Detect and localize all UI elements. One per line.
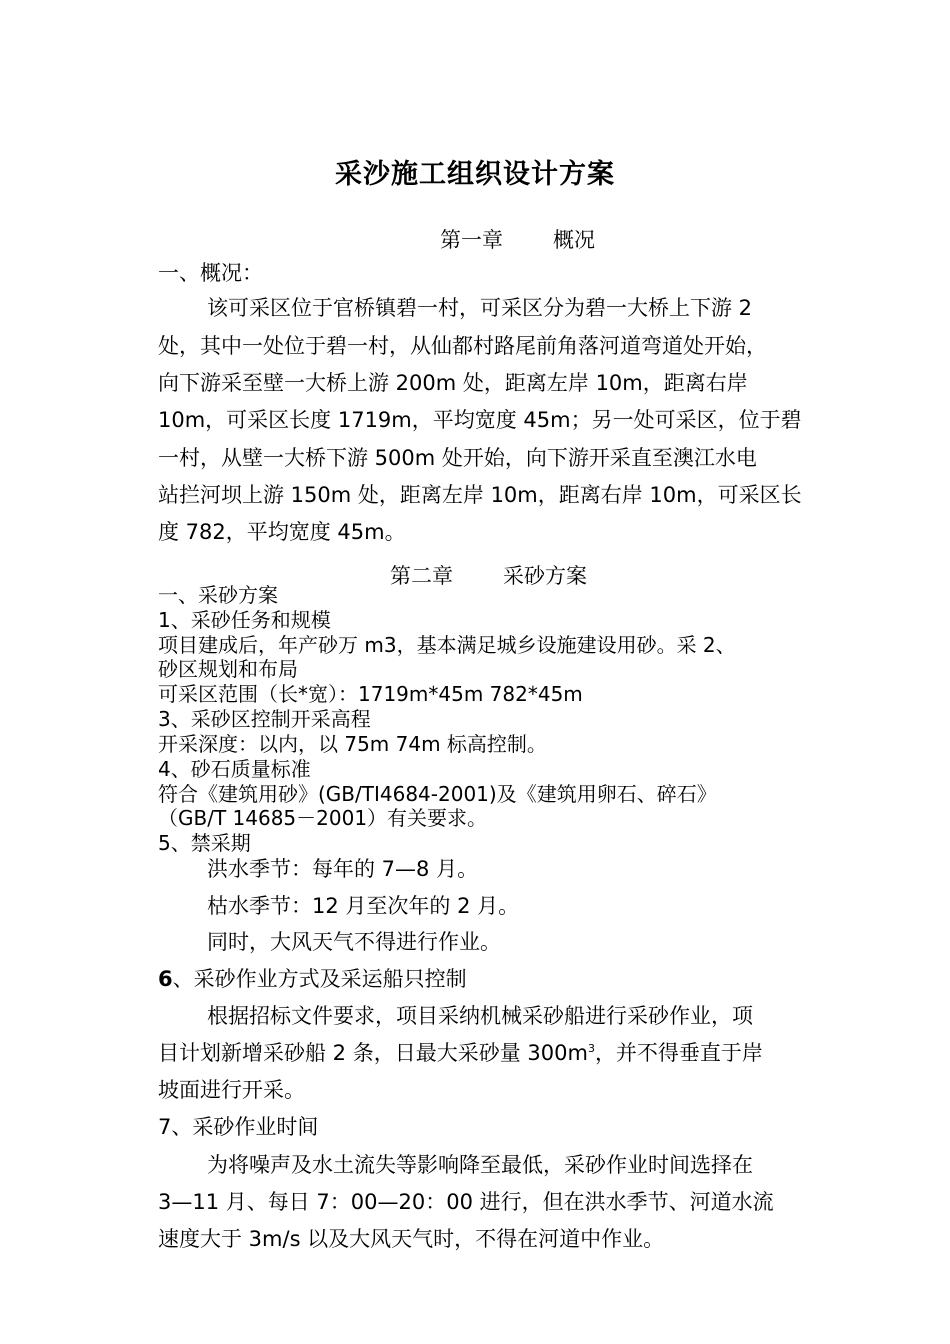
para6-line-2-text: 目计划新增采砂船 2 条，日最大采砂量 300m [158,1041,588,1065]
section-6-heading [158,969,467,990]
section-1-heading: 一、概况： [158,261,263,285]
chapter-1-name: 概况 [553,228,595,252]
para1-line: 10m，可采区长度 1719m，平均宽度 45m；另一处可采区，位于碧 [158,408,802,432]
section-7-heading: 7、采砂作业时间 [158,1115,319,1139]
chapter2-line: 一、采砂方案 [158,583,278,607]
chapter2-line: （GB/T 14685－2001）有关要求。 [158,806,488,830]
chapter2-line: 1、采砂任务和规模 [158,608,331,632]
para1-line: 处，其中一处位于碧一村，从仙都村路尾前角落河道弯道处开始， [158,334,767,358]
chapter2-line: 5、禁采期 [158,831,251,855]
chapter2-line: 项目建成后，年产砂万 m3，基本满足城乡设施建设用砂。采 2、 [158,633,736,657]
para6-line-2 [158,1043,763,1064]
document-title: 采沙施工组织设计方案 [335,159,615,190]
chapter2-line: 开采深度：以内，以 75m 74m 标高控制。 [158,732,547,756]
chapter-1-heading [440,224,595,254]
chapter-2-heading [390,560,587,590]
chapter-2-name: 采砂方案 [503,564,587,588]
chapter2-line: 4、砂石质量标准 [158,757,311,781]
section-6-title: 、采砂作业方式及采运船只控制 [172,967,467,991]
para7-line: 为将噪声及水土流失等影响降至最低，采砂作业时间选择在 [207,1153,753,1177]
ban-period-line: 洪水季节：每年的 7—8 月。 [207,857,479,881]
chapter2-line: 符合《建筑用砂》(GB/TI4684-2001)及《建筑用卵石、碎石》 [158,782,717,806]
ban-period-line: 同时，大风天气不得进行作业。 [207,930,501,954]
para7-line: 3—11 月、每日 7：00—20：00 进行，但在洪水季节、河道水流 [158,1190,774,1214]
superscript-cubed: 3 [587,1042,595,1055]
para1-line: 该可采区位于官桥镇碧一村，可采区分为碧一大桥上下游 2 [207,296,753,320]
para6-line: 坡面进行开采。 [158,1078,305,1102]
para1-line: 向下游采至壁一大桥上游 200m 处，距离左岸 10m，距离右岸 [158,371,748,395]
para7-line: 速度大于 3m/s 以及大风天气时，不得在河道中作业。 [158,1227,665,1251]
para1-line: 一村，从壁一大桥下游 500m 处开始，向下游开采直至澳江水电 [158,446,757,470]
chapter-1-label: 第一章 [440,228,503,252]
chapter-2-label: 第二章 [390,564,453,588]
para1-line: 度 782，平均宽度 45m。 [158,520,406,544]
para6-line: 根据招标文件要求，项目采纳机械采砂船进行采砂作业，项 [207,1004,753,1028]
para6-line-2-tail: ，并不得垂直于岸 [594,1041,763,1065]
chapter2-line: 可采区范围（长*宽）：1719m*45m 782*45m [158,682,583,706]
chapter2-line: 砂区规划和布局 [158,657,298,681]
chapter2-line: 3、采砂区控制开采高程 [158,707,371,731]
section-6-number: 6 [158,967,173,991]
para1-line: 站拦河坝上游 150m 处，距离左岸 10m，距离右岸 10m，可采区长 [158,483,802,507]
ban-period-line: 枯水季节：12 月至次年的 2 月。 [207,894,520,918]
